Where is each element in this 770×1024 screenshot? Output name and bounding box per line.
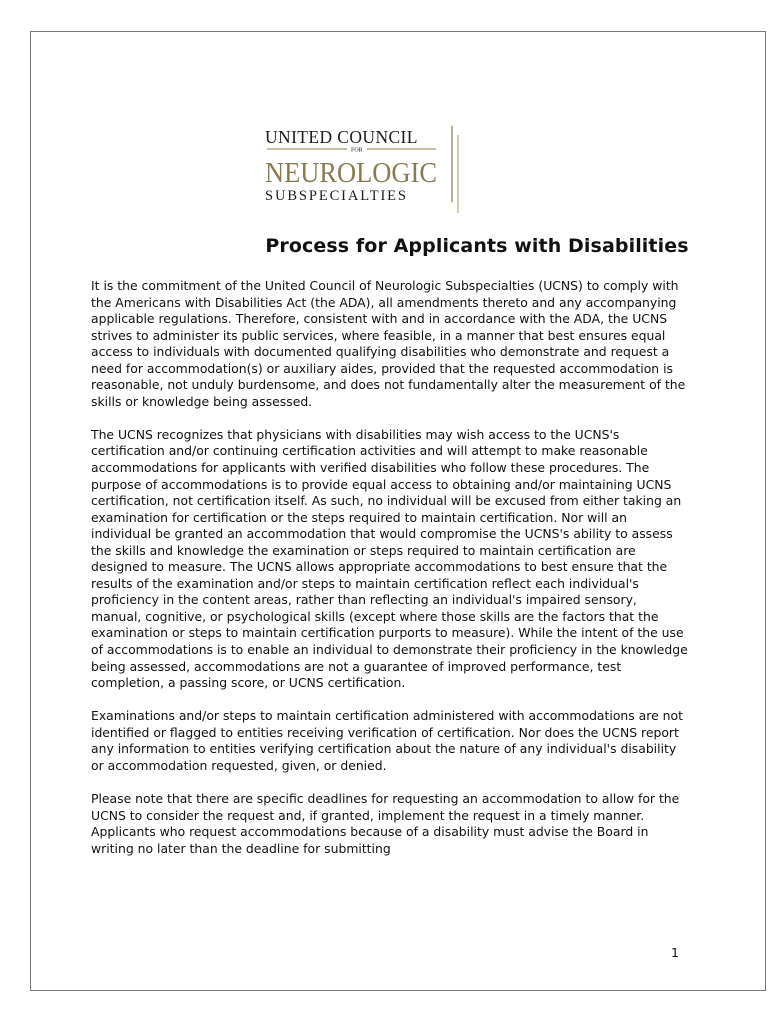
paragraph-commitment: It is the commitment of the United Council of Neurologic Subspecialties (UCNS) to comply with the Americans with Disabilities Act (the ADA), all amendments thereto and any accompanying applicable regulations. Therefore, consistent with and in accordance with the ADA, the UCNS strives to administer its public services, where feasible, in a manner that best ensures equal access to individuals with documented qualifying disabilities who demonstrate and request a need for accommodation(s) or auxiliary aides, provided that the requested accommodation is reasonable, not unduly burdensome, and does not fundamentally alter the measurement of the skills or knowledge being assessed. <box>91 278 686 409</box>
paragraph-recognition: The UCNS recognizes that physicians with disabilities may wish access to the UCNS's certification and/or continuing certification activities and will attempt to make reasonable accommodations for applicants with verified disabilities who follow these procedures. The purpose of accommodations is to provide equal access to obtaining and/or maintaining UCNS certification, not certification itself. As such, no individual will be excused from either taking an examination for certification or the steps required to maintain certification. Nor will an individual be granted an accommodation that would compromise the UCNS's ability to assess the skills and knowledge the examination or steps required to maintain certification are designed to measure. The UCNS allows appropriate accommodations to best ensure that the results of the examination and/or steps to maintain certification reflect each individual's proficiency in the content areas, rather than reflecting an individual's impaired sensory, manual, cognitive, or psychological skills (except where those skills are the factors that the examination or steps to maintain certification purports to measure). While the intent of the use of accommodations is to enable an individual to demonstrate their proficiency in the knowledge being assessed, accommodations are not a guarantee of improved performance, test completion, a passing score, or UCNS certification. <box>91 426 688 691</box>
page-number: 1 <box>671 945 679 960</box>
logo-line-neurologic: NEUROLOGIC <box>265 157 437 189</box>
logo-line-subspecialties: SUBSPECIALTIES <box>265 188 408 204</box>
ucns-logo <box>265 126 495 246</box>
logo-line-united-council: UNITED COUNCIL <box>265 127 418 147</box>
logo-line-for: FOR <box>351 147 363 154</box>
document-page <box>30 31 766 991</box>
paragraph-flagging: Examinations and/or steps to maintain certification administered with accommodations are not identified or flagged to entities receiving verification of certification. Nor does the UCNS report any information to entities verifying certification about the nature of any individual's disability or accommodation requested, given, or denied. <box>91 708 683 773</box>
page-title: Process for Applicants with Disabilities <box>265 235 689 257</box>
paragraph-deadlines: Please note that there are specific deadlines for requesting an accommodation to allow for the UCNS to consider the request and, if granted, implement the request in a timely manner. Applicants who request accommodations because of a disability must advise the Board in writing no later than the deadline for submitting <box>91 790 680 856</box>
document-body <box>91 278 691 874</box>
